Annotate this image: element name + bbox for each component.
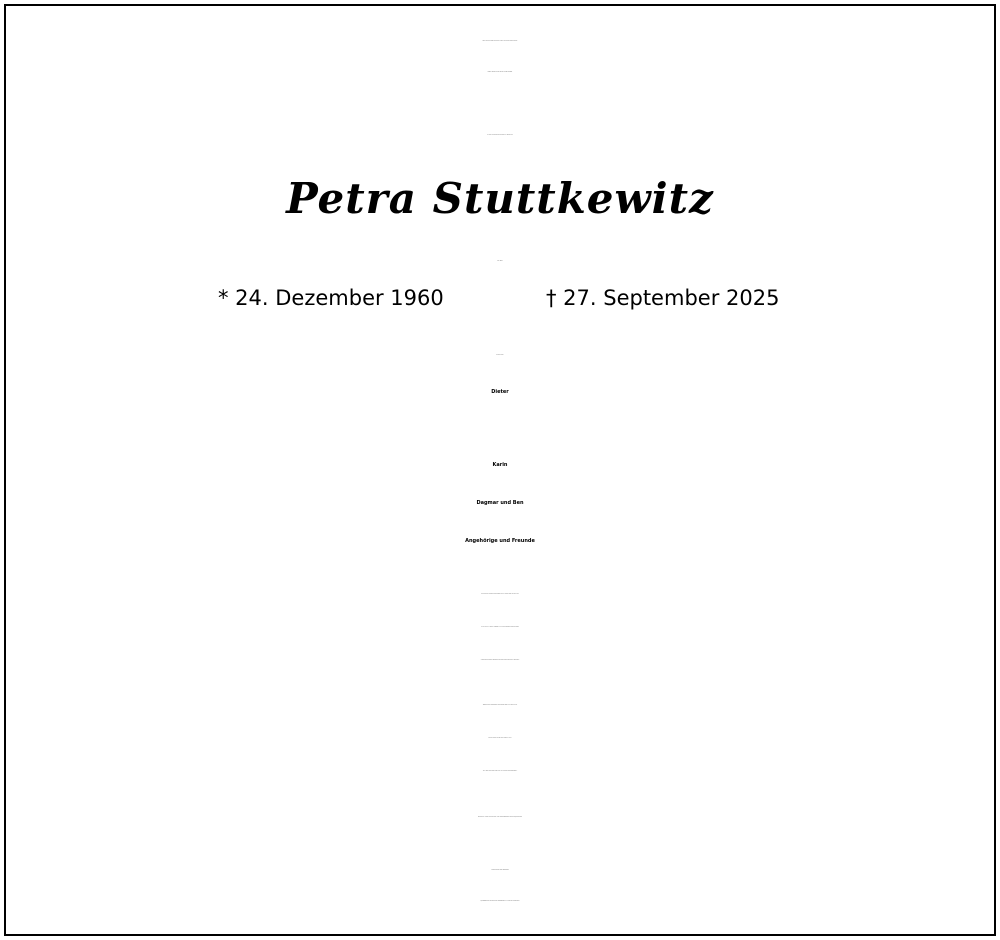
deceased-name: Petra Stuttkewitz xyxy=(286,174,714,223)
donation-iban xyxy=(0,757,1000,787)
poem-line-2: dass du weinst um das, was dir Freude bereitete. xyxy=(487,72,513,73)
donation-line-1: Statt freundlich zugedachter Trauerfloristik bitte ich in Petra´s Sinne xyxy=(482,705,518,706)
memorial-link-text: Es gibt einen „Raum des Gedenkens“ unter www.bestattungen-schulze.de/gedenkportal xyxy=(477,817,523,818)
iban-number: IBAN: DE50 4325 0030 0013 0119 78, xyxy=(482,771,503,772)
death-date: † 27. September 2025 xyxy=(546,286,780,310)
address-line-2: c/o Bestattungen Michael Schulze, Ewaldstraße 148, 45739 Oer-Erkenschwick xyxy=(480,901,520,902)
iban-reference: „Trauerfall Petra Stuttkewitz“ xyxy=(502,771,517,772)
mourner-dagmar-ben: Dagmar und Ben xyxy=(476,500,524,506)
mourner-note xyxy=(0,414,1000,444)
intro-text: In Liebe und Dankbarkeit nehmen wir Abschied von xyxy=(487,135,513,136)
ceremony-line-1: Die Trauerfeier findet am Donnerstag, dem 2. Oktober 2025, um 12.00 Uhr xyxy=(481,594,519,595)
donation-line-2: um eine Spende an das Lukas Hospiz in Herne. xyxy=(488,738,512,739)
mourners-heading: In tiefer Trauer: xyxy=(496,355,504,356)
ceremony-line-2: in der Kirche Hl. Familie, Flutstraße 147 in Recklinghausen-Speckhorn statt. xyxy=(481,627,519,628)
poem-line-1: Wenn du traurig bist, dann schau in dein Herz und du wirst erkennen, xyxy=(482,41,518,42)
mourner-karin: Karin xyxy=(492,462,508,468)
address-line-1: Traueranschrift: Dieter Stuttkewitz xyxy=(491,870,509,871)
ceremony-line-3: Anschließend erfolgt die Beisetzung auf dem Gemeindefriedhof in Speckhorn. xyxy=(480,660,520,661)
mourner-primary: Dieter xyxy=(491,389,509,395)
birth-date: * 24. Dezember 1960 xyxy=(218,286,444,310)
maiden-name: geb. Zabel xyxy=(497,261,503,262)
mourner-relatives: Angehörige und Freunde xyxy=(465,538,535,544)
